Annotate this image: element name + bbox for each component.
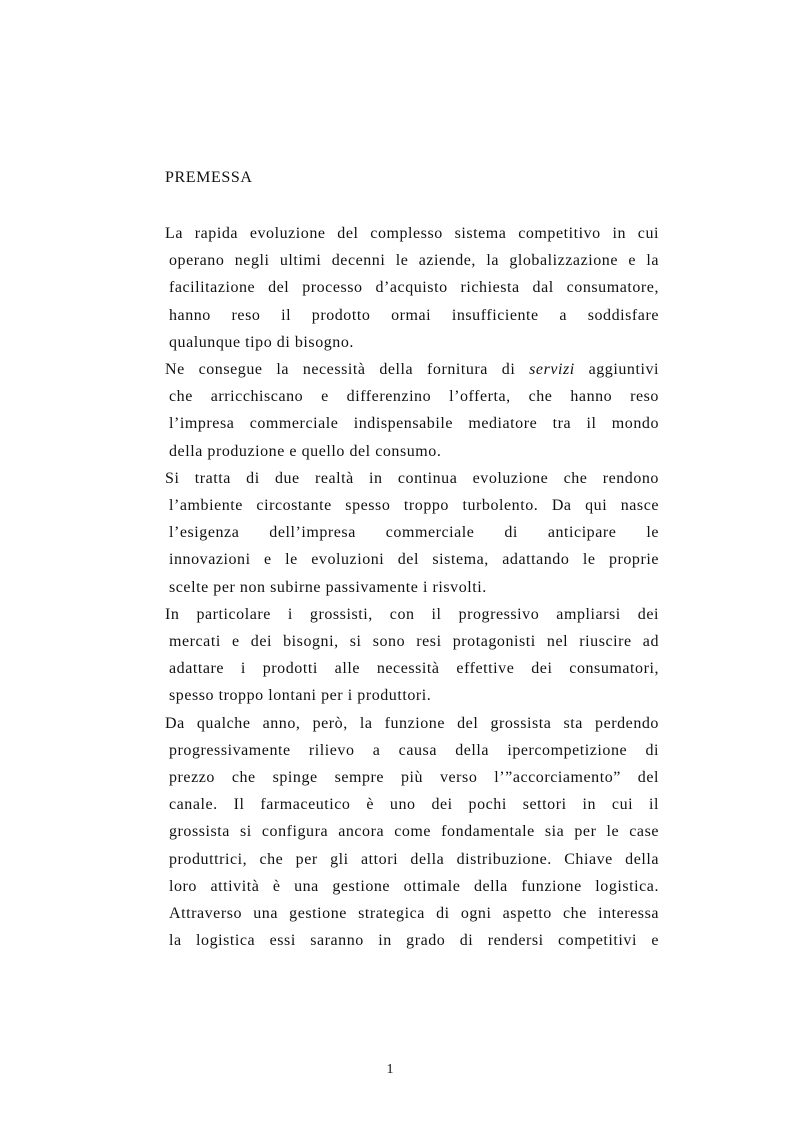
text-line: mercati e dei bisogni, si sono resi protagonisti nel riuscire ad (169, 633, 659, 651)
paragraph-4 (165, 601, 659, 710)
page-number: 1 (386, 1062, 394, 1077)
text-line: Si tratta di due realtà in continua evoluzione che rendono (165, 469, 659, 487)
paragraph-5 (165, 710, 659, 955)
text-line: spesso troppo lontani per i produttori. (169, 687, 432, 705)
text-line: della produzione e quello del consumo. (169, 442, 442, 460)
text-line: facilitazione del processo d’acquisto richiesta dal consumatore, (169, 279, 659, 297)
text-line: operano negli ultimi decenni le aziende, la globalizzazione e la (169, 252, 659, 270)
section-heading: PREMESSA (165, 169, 253, 186)
paragraph-3 (165, 465, 659, 601)
text-line: l’esigenza dell’impresa commerciale di anticipare le (169, 524, 659, 542)
text-line: adattare i prodotti alle necessità effettive dei consumatori, (169, 660, 659, 678)
text-line: prezzo che spinge sempre più verso l’”accorciamento” del (169, 769, 659, 787)
italic-term: servizi (529, 361, 575, 379)
text-line: Attraverso una gestione strategica di ogni aspetto che interessa (169, 905, 659, 923)
text-line: progressivamente rilievo a causa della ipercompetizione di (169, 741, 659, 759)
text-line: In particolare i grossisti, con il progressivo ampliarsi dei (165, 605, 659, 623)
text-line: loro attività è una gestione ottimale della funzione logistica. (169, 877, 659, 895)
text-line: la logistica essi saranno in grado di rendersi competitivi e (169, 932, 659, 950)
text-line: Ne consegue la necessità della fornitura di servizi aggiuntivi (165, 361, 659, 379)
text-line: grossista si configura ancora come fondamentale sia per le case (169, 823, 659, 841)
text-line: hanno reso il prodotto ormai insufficiente a soddisfare (169, 306, 659, 324)
text-line: l’ambiente circostante spesso troppo turbolento. Da qui nasce (169, 497, 659, 515)
text-line: l’impresa commerciale indispensabile mediatore tra il mondo (169, 415, 659, 433)
text-line: La rapida evoluzione del complesso sistema competitivo in cui (165, 225, 659, 242)
text-line: canale. Il farmaceutico è uno dei pochi settori in cui il (169, 796, 659, 814)
text-line: innovazioni e le evoluzioni del sistema, adattando le proprie (169, 551, 659, 569)
text-line: qualunque tipo di bisogno. (169, 333, 354, 351)
text-line: Da qualche anno, però, la funzione del grossista sta perdendo (165, 714, 659, 732)
text-line: produttrici, che per gli attori della distribuzione. Chiave della (169, 850, 659, 868)
paragraph-2 (165, 356, 659, 465)
text-line: scelte per non subirne passivamente i risvolti. (169, 578, 487, 596)
text-line: che arricchiscano e differenzino l’offerta, che hanno reso (169, 388, 659, 406)
paragraph-1 (165, 220, 659, 356)
body-text (165, 220, 659, 954)
